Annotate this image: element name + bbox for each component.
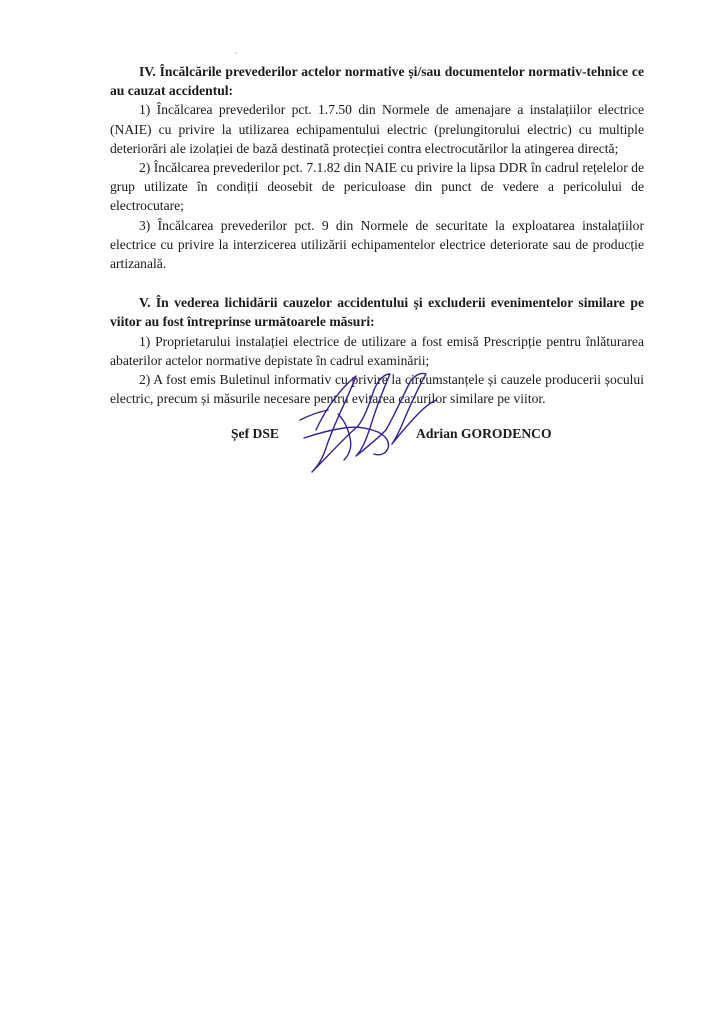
handwritten-signature	[286, 368, 446, 478]
section-iv-item: 1) Încălcarea prevederilor pct. 1.7.50 din Normele de amenajare a instalațiilor electrice (NAIE) cu privire la utilizarea echipamentului electric (prelungitorului electric) cu multiple deteriorări ale izolației de bază destinată protecției contra electrocutărilor la atingerea directă;	[110, 102, 644, 156]
section-iv-heading: IV. Încălcările prevederilor actelor normative și/sau documentelor normativ-tehnice ce au cauzat accidentul:	[110, 64, 644, 99]
section-iv-item: 3) Încălcarea prevederilor pct. 9 din Normele de securitate la exploatarea instalațiilor electrice cu privire la interzicerea utilizării echipamentelor electrice deteriorate sau de producție artizanală.	[110, 217, 644, 272]
document-body	[110, 62, 644, 408]
signatory-name: Adrian GORODENCO	[416, 426, 552, 441]
section-v-item: 2) A fost emis Buletinul informativ cu privire la circumstanțele și cauzele producerii șocului electric, precum și măsurile necesare pentru evitarea cazurilor similare pe viitor.	[110, 372, 644, 407]
section-v-item: 1) Proprietarului instalației electrice de utilizare a fost emisă Prescripție pentru înlăturarea abaterilor actelor normative depistate în cadrul examinării;	[110, 333, 644, 368]
section-v-heading: V. În vederea lichidării cauzelor accidentului și excluderii evenimentelor similare pe viitor au fost întreprinse următoarele măsuri:	[110, 295, 644, 330]
scan-speck	[235, 52, 237, 54]
signatory-title: Șef DSE	[231, 426, 279, 441]
section-iv-item: 2) Încălcarea prevederilor pct. 7.1.82 din NAIE cu privire la lipsa DDR în cadrul rețelelor de grup utilizate în condiții deosebit de periculoase din punct de vedere a pericolului de electrocutare;	[110, 160, 644, 214]
